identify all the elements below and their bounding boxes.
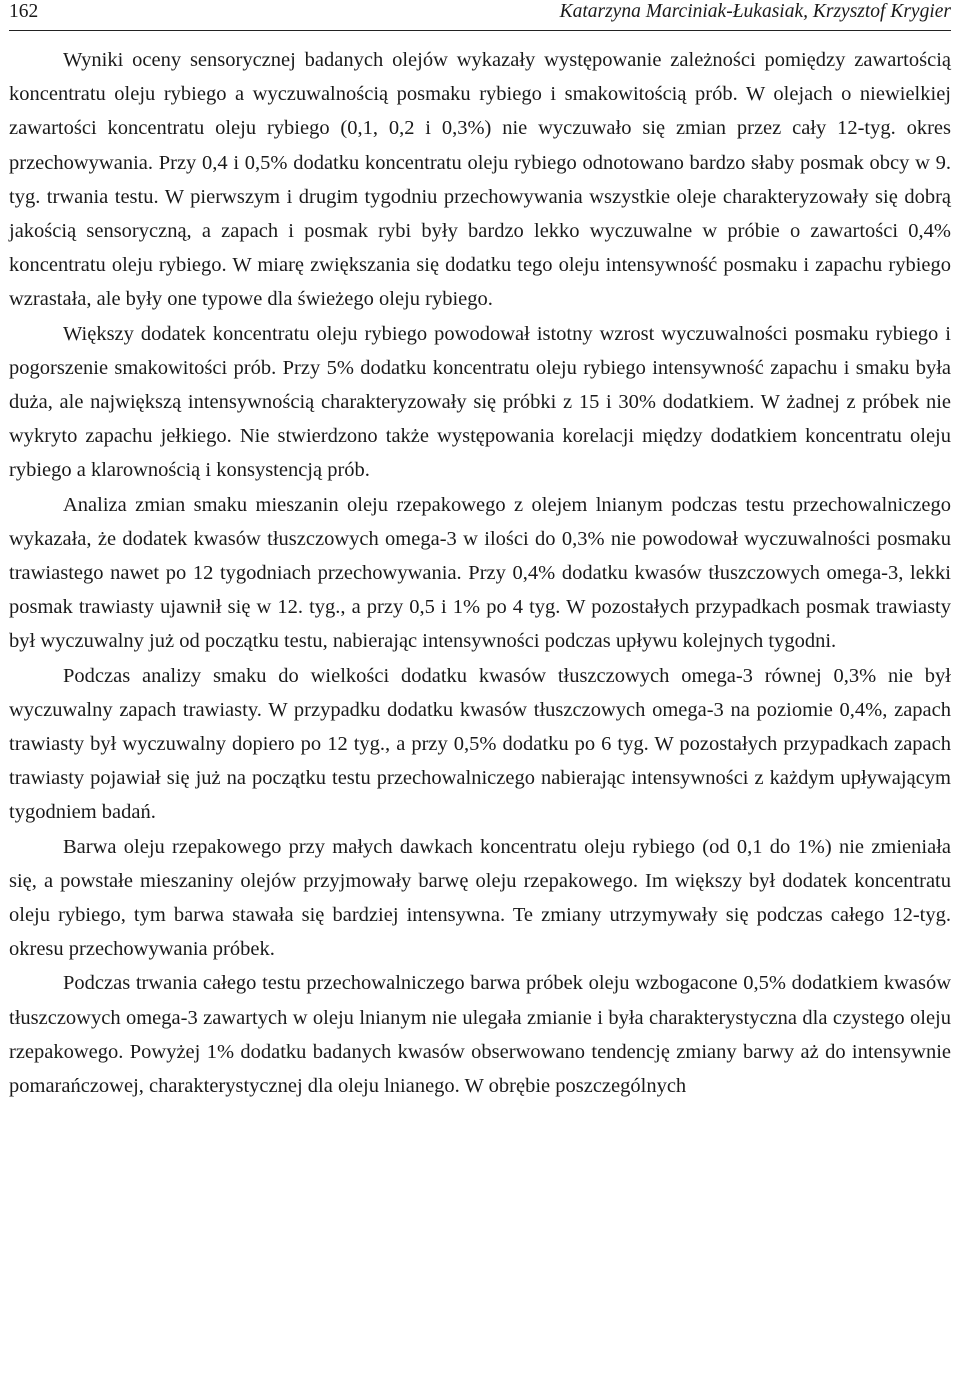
paragraph: Wyniki oceny sensorycznej badanych olejów wykazały występowanie zależności pomiędzy zawartością koncentratu oleju rybiego a wyczuwalnością posmaku rybiego i smakowitością prób. W olejach o niewielkiej zawartości koncentratu oleju rybiego (0,1, 0,2 i 0,3%) nie wyczuwało się zmian przez cały 12-tyg. okres przechowywania. Przy 0,4 i 0,5% dodatku koncentratu oleju rybiego odnotowano bardzo słaby posmak obcy w 9. tyg. trwania testu. W pierwszym i drugim tygodniu przechowywania wszystkie oleje charakteryzowały się dobrą jakością sensoryczną, a zapach i posmak rybi były bardzo lekko wyczuwalne w próbie o zawartości 0,4% koncentratu oleju rybiego. W miarę zwiększania się dodatku tego oleju intensywność posmaku i zapachu rybiego wzrastała, ale były one typowe dla świeżego oleju rybiego.: [9, 49, 951, 311]
body-text: [9, 43, 951, 1103]
paragraph: Większy dodatek koncentratu oleju rybiego powodował istotny wzrost wyczuwalności posmaku rybiego i pogorszenie smakowitości prób. Przy 5% dodatku koncentratu oleju rybiego intensywność zapachu i smaku była duża, ale największą intensywnością charakteryzowały się próbki z 15 i 30% dodatkiem. W żadnej z próbek nie wykryto zapachu jełkiego. Nie stwierdzono także występowania korelacji między dodatkiem koncentratu oleju rybiego a klarownością i konsystencją prób.: [9, 322, 951, 482]
paragraph: Analiza zmian smaku mieszanin oleju rzepakowego z olejem lnianym podczas testu przechowalniczego wykazała, że dodatek kwasów tłuszczowych omega-3 w ilości do 0,3% nie powodował wyczuwalności posmaku trawiastego nawet po 12 tygodniach przechowywania. Przy 0,4% dodatku kwasów tłuszczowych omega-3, lekki posmak trawiasty ujawnił się w 12. tyg., a przy 0,5 i 1% po 4 tyg. W pozostałych przypadkach posmak trawiasty był wyczuwalny już od początku testu, nabierając intensywności podczas upływu kolejnych tygodni.: [9, 493, 951, 653]
paragraph: Podczas analizy smaku do wielkości dodatku kwasów tłuszczowych omega-3 równej 0,3% nie był wyczuwalny zapach trawiasty. W przypadku dodatku kwasów tłuszczowych omega-3 na poziomie 0,4%, zapach trawiasty był wyczuwalny dopiero po 12 tyg., a przy 0,5% dodatku po 6 tyg. W pozostałych przypadkach zapach trawiasty pojawiał się już na początku testu przechowalniczego nabierając intensywności z każdym upływającym tygodniem badań.: [9, 664, 951, 824]
paragraph: Podczas trwania całego testu przechowalniczego barwa próbek oleju wzbogacone 0,5% dodatkiem kwasów tłuszczowych omega-3 zawartych w oleju lnianym nie ulegała zmianie i była charakterystyczna dla czystego oleju rzepakowego. Powyżej 1% dodatku badanych kwasów obserwowano tendencję zmiany barwy aż do intensywnie pomarańczowej, charakterystycznej dla oleju lnianego. W obrębie poszczególnych: [9, 972, 951, 1098]
running-header: [9, 0, 951, 31]
paragraph: Barwa oleju rzepakowego przy małych dawkach koncentratu oleju rybiego (od 0,1 do 1%) nie zmieniała się, a powstałe mieszaniny olejów przyjmowały barwę oleju rzepakowego. Im większy był dodatek koncentratu oleju rybiego, tym barwa stawała się bardziej intensywna. Te zmiany utrzymywały się podczas całego 12-tyg. okresu przechowywania próbek.: [9, 835, 951, 961]
header-authors: Katarzyna Marciniak-Łukasiak, Krzysztof Krygier: [559, 1, 951, 22]
page-number: 162: [9, 1, 39, 22]
